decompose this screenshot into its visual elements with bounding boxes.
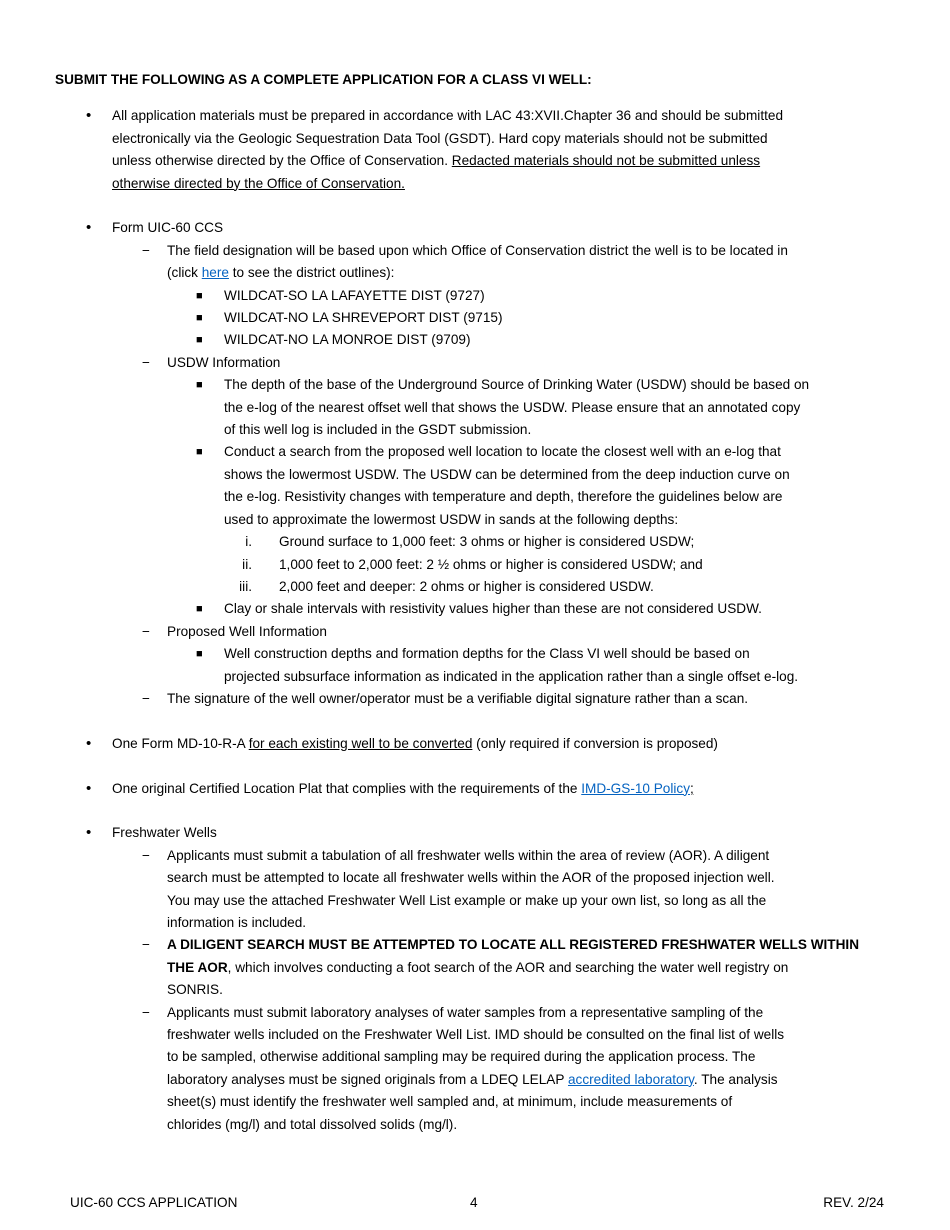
text-line	[0, 979, 950, 1001]
text-line	[0, 419, 950, 441]
list-marker: −	[142, 354, 150, 370]
text-run: (only required if conversion is proposed)	[472, 735, 718, 751]
text-run: Ground surface to 1,000 feet: 3 ohms or higher is considered USDW;	[279, 534, 695, 550]
bold-text: A DILIGENT SEARCH MUST BE ATTEMPTED TO LOCATE ALL REGISTERED FRESHWATER WELLS WITHIN	[167, 937, 860, 953]
list-marker: ■	[196, 289, 203, 302]
text-line	[0, 643, 950, 665]
text-line	[0, 173, 950, 195]
text-run: . The analysis	[693, 1071, 778, 1087]
list-item-level-1	[0, 822, 950, 844]
text-run: 1,000 feet to 2,000 feet: 2 ½ ohms or higher is considered USDW; and	[279, 556, 703, 572]
list-item-level-1	[0, 778, 950, 800]
list-marker: ■	[196, 379, 203, 392]
text-line	[0, 1002, 950, 1024]
text-run: , which involves conducting a foot search of the AOR and searching the water well registry on	[227, 959, 789, 975]
text-run: the e-log of the nearest offset well that shows the USDW. Please ensure that an annotated copy	[224, 399, 801, 415]
text-run: (click	[167, 265, 202, 281]
text-line	[0, 285, 950, 307]
list-item-level-2	[0, 934, 950, 1001]
text-line	[0, 1046, 950, 1068]
list-item-level-3	[0, 307, 950, 329]
text-line	[0, 598, 950, 620]
list-item-level-4	[0, 531, 950, 553]
list-item-level-1	[0, 217, 950, 239]
text-line	[0, 464, 950, 486]
text-line	[0, 822, 950, 844]
text-line	[0, 576, 950, 598]
text-line	[0, 307, 950, 329]
underlined-text: otherwise directed by the Office of Conservation.	[112, 175, 405, 191]
list-item-level-3	[0, 643, 950, 688]
text-run: The signature of the well owner/operator must be a verifiable digital signature rather than a scan.	[167, 690, 749, 706]
text-run: to see the district outlines):	[228, 265, 395, 281]
list-marker: iii.	[239, 578, 252, 594]
document-page	[0, 69, 950, 1136]
text-line	[0, 329, 950, 351]
text-run: sheet(s) must identify the freshwater well sampled and, at minimum, include measurements of	[167, 1094, 733, 1110]
text-line	[0, 778, 950, 800]
text-run: shows the lowermost USDW. The USDW can be determined from the deep induction curve on	[224, 466, 790, 482]
bold-text: THE AOR	[167, 959, 228, 975]
text-run: Applicants must submit laboratory analyses of water samples from a representative sampling of the	[167, 1004, 764, 1020]
footer-form-name: UIC-60 CCS APPLICATION	[70, 1195, 238, 1210]
text-line	[0, 105, 950, 127]
text-run: WILDCAT-NO LA SHREVEPORT DIST (9715)	[224, 310, 503, 326]
text-line	[0, 845, 950, 867]
text-run: The field designation will be based upon which Office of Conservation district the well is to be located in	[167, 242, 788, 258]
text-line	[0, 867, 950, 889]
text-run: USDW Information	[167, 354, 281, 370]
list-item-level-2	[0, 688, 950, 710]
text-line	[0, 912, 950, 934]
text-run: Proposed Well Information	[167, 623, 327, 639]
list-item-level-3	[0, 598, 950, 620]
text-line	[0, 531, 950, 553]
list-marker: −	[142, 623, 150, 639]
text-run: SONRIS.	[167, 982, 223, 998]
list-item-level-1	[0, 105, 950, 195]
underlined-text: ;	[690, 780, 694, 796]
section-title: SUBMIT THE FOLLOWING AS A COMPLETE APPLICATION FOR A CLASS VI WELL:	[55, 72, 592, 87]
list-item-level-3	[0, 285, 950, 307]
text-run: You may use the attached Freshwater Well List example or make up your own list, so long as all the	[167, 892, 767, 908]
text-run: freshwater wells included on the Freshwater Well List. IMD should be consulted on the final list of wells	[167, 1027, 785, 1042]
list-marker: i.	[245, 534, 252, 550]
list-item-level-4	[0, 576, 950, 598]
text-run: The depth of the base of the Underground Source of Drinking Water (USDW) should be based on	[224, 377, 810, 393]
text-run: chlorides (mg/l) and total dissolved solids (mg/l).	[167, 1116, 458, 1132]
text-run: to be sampled, otherwise additional sampling may be required during the application process. The	[167, 1049, 756, 1065]
text-run: information is included.	[167, 914, 307, 930]
list-item-level-2	[0, 621, 950, 643]
text-run: Freshwater Wells	[112, 825, 217, 841]
list-item-level-3	[0, 441, 950, 531]
list-item-level-1	[0, 733, 950, 755]
list-marker: ■	[196, 648, 203, 661]
footer-revision: REV. 2/24	[823, 1195, 884, 1210]
text-run: Form UIC-60 CCS	[112, 220, 224, 236]
list-marker: −	[142, 690, 150, 706]
underlined-text: for each existing well to be converted	[248, 735, 473, 751]
text-line	[0, 486, 950, 508]
text-run: search must be attempted to locate all freshwater wells within the AOR of the proposed injection well.	[167, 870, 775, 886]
text-line	[0, 374, 950, 396]
text-run: All application materials must be prepared in accordance with LAC 43:XVII.Chapter 36 and should be submitted	[112, 108, 784, 124]
text-run: One original Certified Location Plat that complies with the requirements of the	[112, 780, 582, 796]
text-run: electronically via the Geologic Sequestration Data Tool (GSDT). Hard copy materials should not be submitted	[112, 130, 768, 146]
text-line	[0, 352, 950, 374]
footer-page-number: 4	[470, 1195, 478, 1210]
list-marker: ii.	[242, 556, 252, 572]
list-item-level-2	[0, 240, 950, 285]
text-line	[0, 509, 950, 531]
text-run: of this well log is included in the GSDT submission.	[224, 422, 532, 438]
list-item-level-4	[0, 554, 950, 576]
text-line	[0, 554, 950, 576]
text-line	[0, 957, 950, 979]
text-run: WILDCAT-NO LA MONROE DIST (9709)	[224, 332, 471, 348]
list-marker: ■	[196, 334, 203, 347]
text-run: Well construction depths and formation depths for the Class VI well should be based on	[224, 646, 750, 662]
list-item-level-3	[0, 374, 950, 441]
text-line	[0, 1024, 950, 1046]
text-run: Clay or shale intervals with resistivity values higher than these are not considered USDW.	[224, 601, 762, 617]
text-line	[0, 890, 950, 912]
text-run: WILDCAT-SO LA LAFAYETTE DIST (9727)	[224, 287, 485, 303]
text-line	[0, 217, 950, 239]
list-item-level-2	[0, 845, 950, 935]
text-run: Applicants must submit a tabulation of all freshwater wells within the area of review (AOR). A diligent	[167, 847, 770, 863]
text-line	[0, 1114, 950, 1136]
hyperlink[interactable]: accredited laboratory	[567, 1071, 694, 1087]
list-marker: −	[142, 937, 150, 953]
list-marker: ■	[196, 446, 203, 459]
list-item-level-3	[0, 329, 950, 351]
list-marker: ■	[196, 312, 203, 325]
hyperlink[interactable]: here	[201, 265, 229, 281]
list-item-level-2	[0, 352, 950, 374]
text-line	[0, 688, 950, 710]
text-line	[0, 934, 950, 956]
text-line	[0, 666, 950, 688]
requirements-list	[0, 105, 950, 1136]
text-line	[0, 1069, 950, 1091]
text-run: projected subsurface information as indicated in the application rather than a single offset e-log.	[224, 668, 799, 684]
text-line	[0, 128, 950, 150]
text-line	[0, 621, 950, 643]
text-line	[0, 397, 950, 419]
text-line	[0, 150, 950, 172]
text-run: the e-log. Resistivity changes with temperature and depth, therefore the guidelines below are	[224, 489, 783, 505]
text-line	[0, 262, 950, 284]
text-line	[0, 733, 950, 755]
text-line	[0, 240, 950, 262]
list-marker: •	[86, 734, 92, 752]
list-marker: •	[86, 824, 92, 842]
list-marker: −	[142, 847, 150, 863]
hyperlink[interactable]: IMD-GS-10 Policy	[581, 780, 691, 796]
text-run: Conduct a search from the proposed well location to locate the closest well with an e-log that	[224, 444, 781, 460]
text-line	[0, 441, 950, 463]
list-marker: −	[142, 1004, 150, 1020]
list-item-level-2	[0, 1002, 950, 1136]
list-marker: ■	[196, 603, 203, 616]
list-marker: •	[86, 779, 92, 797]
text-line	[0, 1091, 950, 1113]
text-run: One Form MD-10-R-A	[112, 735, 249, 751]
text-run: used to approximate the lowermost USDW in sands at the following depths:	[224, 511, 679, 527]
list-marker: −	[142, 242, 150, 258]
text-run: 2,000 feet and deeper: 2 ohms or higher is considered USDW.	[279, 578, 654, 594]
list-marker: •	[86, 219, 92, 237]
list-marker: •	[86, 107, 92, 125]
text-run: unless otherwise directed by the Office of Conservation.	[112, 153, 452, 169]
text-run: laboratory analyses must be signed originals from a LDEQ LELAP	[167, 1071, 568, 1087]
underlined-text: Redacted materials should not be submitted unless	[451, 153, 761, 169]
